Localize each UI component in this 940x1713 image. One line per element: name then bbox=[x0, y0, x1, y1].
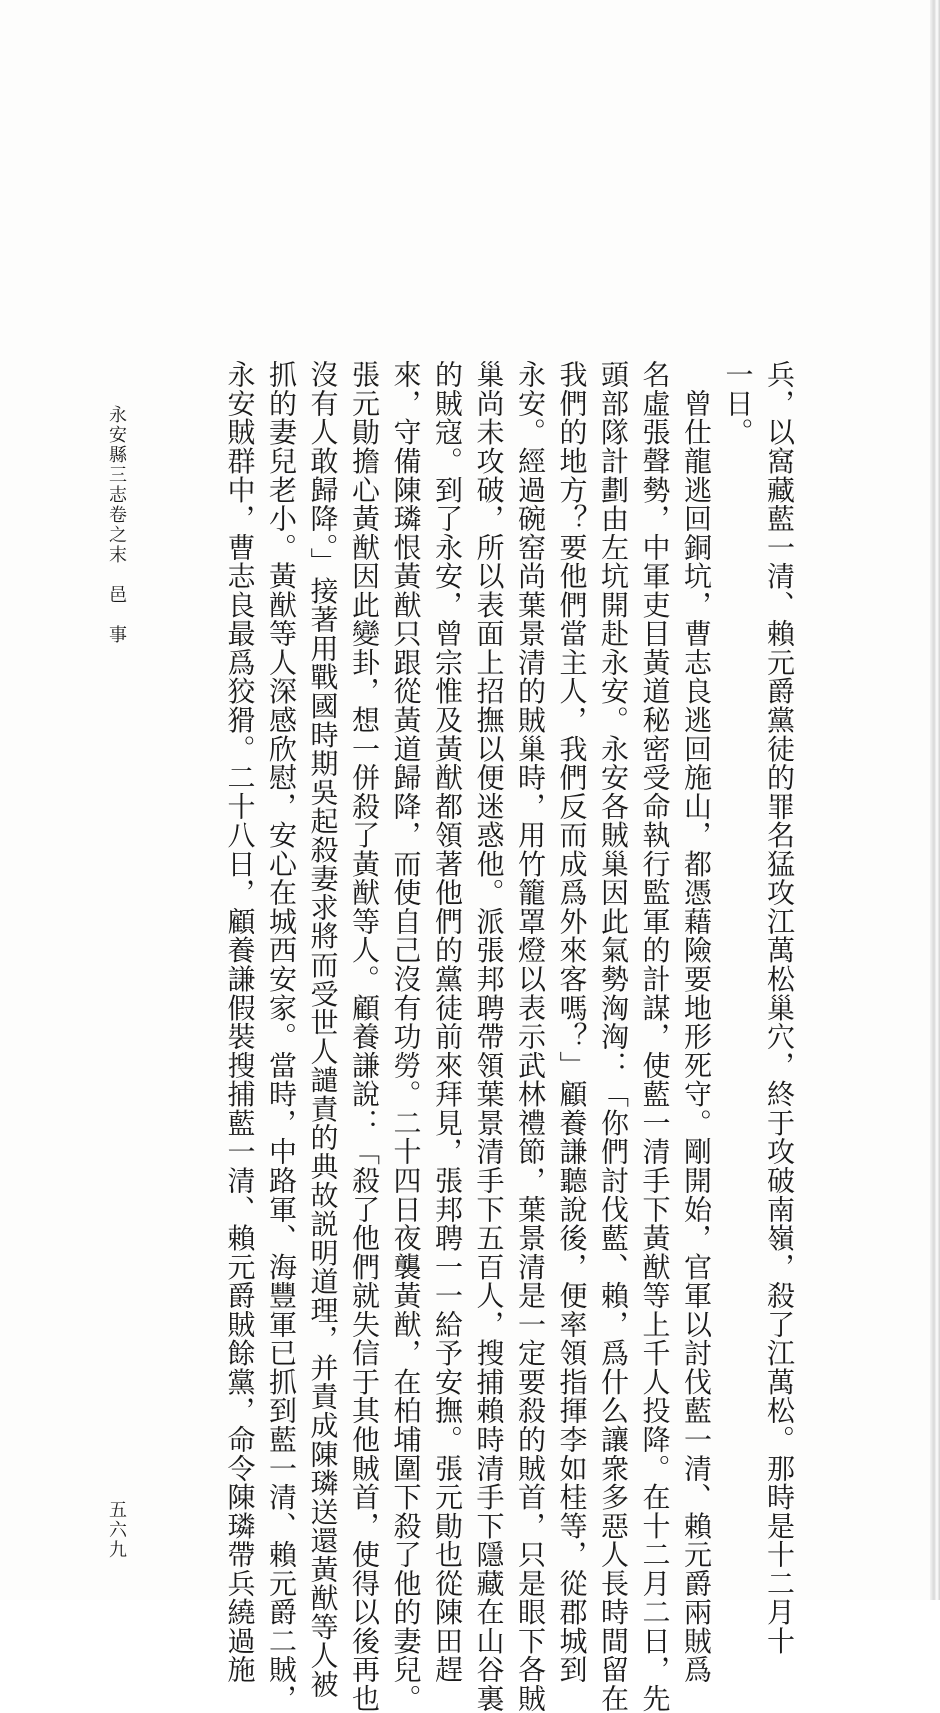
text-line: 來，守備陳璘恨黃猷只跟從黃道歸降，而使自己沒有功勞。二十四日夜襲黃猷，在柏埔圍下殺了他的妻兒。 bbox=[389, 360, 423, 1713]
text-line: 沒有人敢歸降。」接著用戰國時期吳起殺妻求將而受世人譴責的典故説明道理，并責成陳璘送還黃猷等人被 bbox=[306, 360, 340, 1699]
text-line: 曾仕龍逃回銅坑，曹志良逃回施山，都憑藉險要地形死守。剛開始，官軍以討伐藍一清、賴元爵兩賊爲 bbox=[680, 360, 713, 1684]
text-line: 我們的地方？要他們當主人，我們反而成爲外來客嗎？」顧養謙聽說後，便率領指揮李如桂等，從郡城到 bbox=[555, 360, 589, 1684]
text-line: 巢尚未攻破，所以表面上招撫以便迷惑他。派張邦聘帶領葉景清手下五百人，搜捕賴時清手下隱藏在山谷裏 bbox=[472, 360, 506, 1713]
running-title: 永安縣三志卷之末 邑 事 bbox=[106, 405, 127, 645]
text-line: 名虛張聲勢，中軍吏目黃道秘密受命執行監軍的計謀，使藍一清手下黃猷等上千人投降。在十二月二日，先 bbox=[638, 360, 672, 1713]
text-line: 永安賊群中，曹志良最爲狡猾。二十八日，顧養謙假裝搜捕藍一清、賴元爵賊餘黨，命令陳璘帶兵繞過施 bbox=[223, 360, 257, 1684]
page-number: 五六九 bbox=[106, 1500, 127, 1560]
text-line: 一日。 bbox=[721, 360, 755, 447]
text-line: 張元勛擔心黃猷因此變卦，想一併殺了黃猷等人。顧養謙說：「殺了他們就失信于其他賊首，使得以後再也 bbox=[348, 360, 381, 1713]
text-line: 抓的妻兒老小。黃猷等人深感欣慰，安心在城西安家。當時，中路軍、海豐軍已抓到藍一清、賴元爵二賊， bbox=[265, 360, 298, 1713]
scan-edge bbox=[930, 0, 940, 1600]
text-line: 頭部隊計劃由左坑開赴永安。永安各賊巢因此氣勢洶洶：「你們討伐藍、賴，爲什么讓衆多惡人長時間留在 bbox=[597, 360, 630, 1713]
body-text bbox=[219, 360, 800, 1713]
text-line: 的賊寇。到了永安，曾宗惟及黃猷都領著他們的黨徒前來拜見，張邦聘一一給予安撫。張元勛也從陳田趕 bbox=[431, 360, 464, 1684]
text-line: 永安。經過碗窑尚葉景清的賊巢時，用竹籠罩燈以表示武林禮節，葉景清是一定要殺的賊首，只是眼下各賊 bbox=[514, 360, 547, 1713]
text-line: 兵，以窩藏藍一清、賴元爵黨徒的罪名猛攻江萬松巢穴，終于攻破南嶺，殺了江萬松。那時是十二月十 bbox=[763, 360, 796, 1656]
